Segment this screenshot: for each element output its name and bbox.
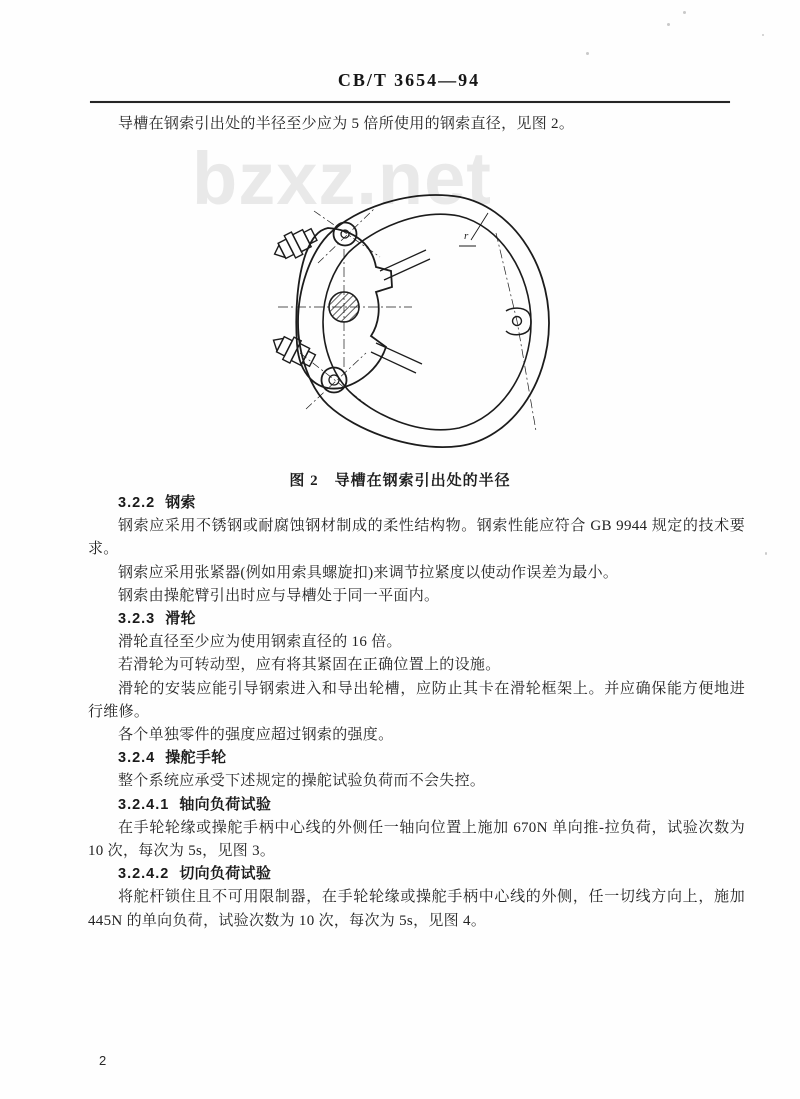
section-title: 钢索 (165, 495, 196, 511)
scan-speck (762, 34, 764, 36)
section-number: 3.2.3 (118, 611, 156, 628)
paragraph: 整个系统应承受下述规定的操舵试验负荷而不会失控。 (118, 773, 486, 790)
watermark-text: bzxz.net (192, 137, 492, 220)
section-title: 滑轮 (165, 611, 196, 628)
bottom-bolt-stack (268, 329, 319, 371)
section-heading-3-2-4-1 (88, 794, 745, 817)
paragraph: 钢索应采用张紧器(例如用索具螺旋扣)来调节拉紧度以使动作误差为最小。 (118, 564, 619, 581)
paragraph: 钢索由操舵臂引出时应与导槽处于同一平面内。 (118, 587, 440, 604)
section-number: 3.2.4.2 (118, 866, 170, 883)
paragraph: 若滑轮为可转动型，应有将其紧固在正确位置上的设施。 (118, 657, 501, 674)
section-heading-3-2-4 (88, 747, 745, 770)
scan-speck (683, 11, 686, 14)
section-heading-3-2-3 (88, 608, 745, 631)
paragraph: 各个单独零件的强度应超过钢索的强度。 (118, 727, 394, 744)
paragraph: 滑轮的安装应能引导钢索进入和导出轮槽，应防止其卡在滑轮框架上。并应确保能方便地进行维修。 (88, 680, 745, 720)
scan-speck (667, 23, 670, 26)
standard-code-header: CB/T 3654—94 (337, 70, 481, 90)
header-rule (90, 101, 730, 103)
figure-2-drawing (260, 183, 562, 469)
steering-quadrant-illustration (260, 183, 562, 469)
section-title: 操舵手轮 (165, 750, 227, 767)
paragraph: 滑轮直径至少应为使用钢索直径的 16 倍。 (118, 634, 402, 651)
figure-caption: 图 2 导槽在钢索引出处的半径 (289, 473, 511, 489)
scan-speck (765, 552, 767, 555)
section-title: 切向负荷试验 (179, 866, 272, 883)
section-heading-3-2-4-2 (88, 863, 745, 886)
scan-speck (586, 52, 589, 55)
paragraph: 在手轮轮缘或操舵手柄中心线的外侧任一轴向位置上施加 670N 单向推-拉负荷，试验次数为 10 次，每次为 5s，见图 3。 (88, 819, 745, 860)
intro-paragraph: 导槽在钢索引出处的半径至少应为 5 倍所使用的钢索直径，见图 2。 (118, 116, 575, 132)
section-number: 3.2.4.1 (118, 796, 170, 813)
section-number: 3.2.4 (118, 750, 156, 767)
section-heading-3-2-2 (88, 492, 745, 515)
body-text (88, 492, 745, 933)
section-number: 3.2.2 (118, 495, 156, 511)
paragraph: 将舵杆锁住且不可用限制器，在手轮轮缘或操舵手柄中心线的外侧，任一切线方向上，施加 445N 的单向负荷，试验次数为 10 次，每次为 5s，见图 4。 (88, 889, 745, 929)
section-title: 轴向负荷试验 (179, 796, 272, 813)
radius-r-label: r (464, 230, 469, 242)
paragraph: 钢索应采用不锈钢或耐腐蚀钢材制成的柔性结构物。钢索性能应符合 GB 9944 规定的技术要求。 (88, 518, 745, 558)
page-number: 2 (99, 1053, 107, 1068)
